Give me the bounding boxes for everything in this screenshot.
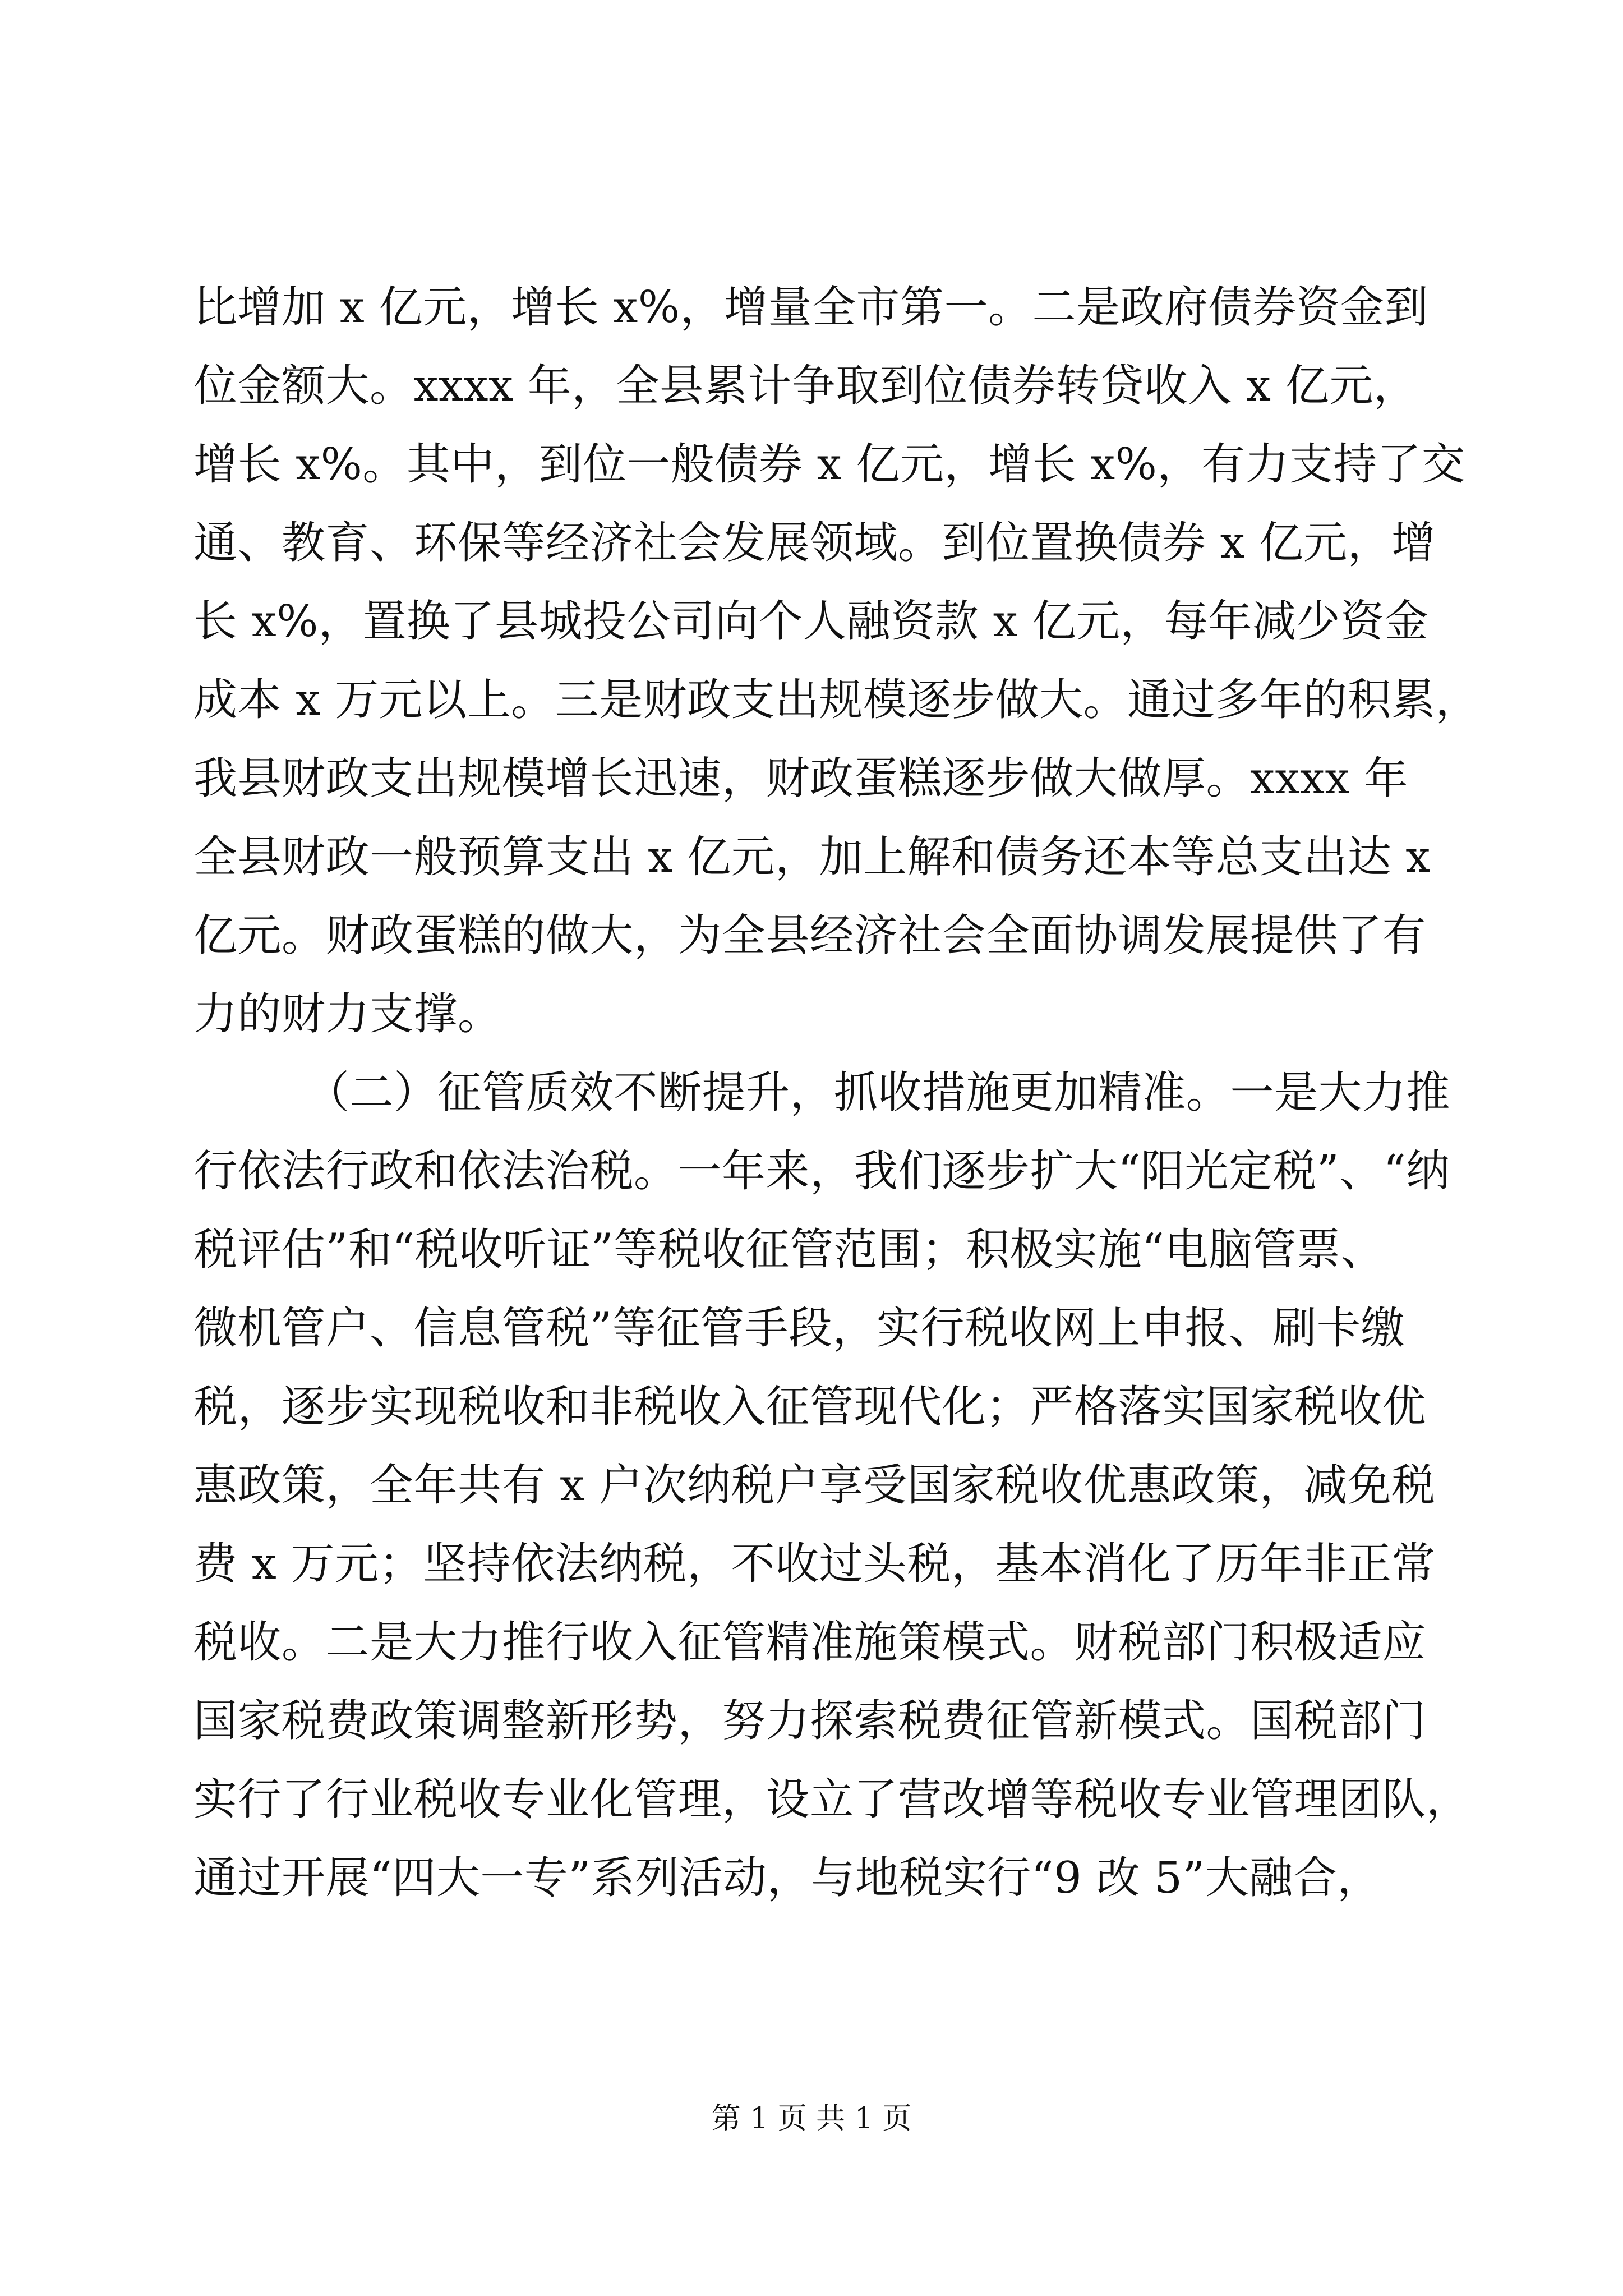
paragraph-2-line-11: 通过开展“四大一专”系列活动，与地税实行“9 改 5”大融合， bbox=[193, 1853, 1381, 1903]
paragraph-1-line-1: 比增加 x 亿元，增长 x%，增量全市第一。二是政府债券资金到 bbox=[193, 282, 1428, 333]
paragraph-1-line-6: 成本 x 万元以上。三是财政支出规模逐步做大。通过多年的积累， bbox=[193, 675, 1480, 725]
paragraph-2-line-3: 税评估”和“税收听证”等税收征管范围；积极实施“电脑管票、 bbox=[193, 1225, 1385, 1275]
paragraph-2-line-5: 税，逐步实现税收和非税收入征管现代化；严格落实国家税收优 bbox=[193, 1382, 1427, 1432]
paragraph-2-line-10: 实行了行业税收专业化管理，设立了营改增等税收专业管理团队， bbox=[193, 1774, 1470, 1825]
page-footer bbox=[0, 2099, 1623, 2138]
page-number-label: 第 1 页 共 1 页 bbox=[711, 2102, 912, 2136]
paragraph-1-line-2: 位金额大。xxxx 年，全县累计争取到位债券转贷收入 x 亿元， bbox=[193, 361, 1418, 411]
paragraph-2-line-6: 惠政策，全年共有 x 户次纳税户享受国家税收优惠政策，减免税 bbox=[193, 1460, 1436, 1511]
paragraph-1-line-5: 长 x%，置换了县城投公司向个人融资款 x 亿元，每年减少资金 bbox=[193, 596, 1428, 647]
paragraph-2-line-1: （二）征管质效不断提升，抓收措施更加精准。一是大力推 bbox=[306, 1068, 1451, 1118]
paragraph-2-line-2: 行依法行政和依法治税。一年来，我们逐步扩大“阳光定税”、“纳 bbox=[193, 1146, 1450, 1197]
paragraph-1-line-3: 增长 x%。其中，到位一般债券 x 亿元，增长 x%，有力支持了交 bbox=[193, 439, 1465, 490]
paragraph-2-line-7: 费 x 万元；坚持依法纳税，不收过头税，基本消化了历年非正常 bbox=[193, 1539, 1436, 1589]
paragraph-2-line-9: 国家税费政策调整新形势，努力探索税费征管新模式。国税部门 bbox=[193, 1696, 1427, 1746]
paragraph-1-line-9: 亿元。财政蛋糕的做大，为全县经济社会全面协调发展提供了有 bbox=[193, 910, 1427, 961]
paragraph-2-line-4: 微机管户、信息管税”等征管手段，实行税收网上申报、刷卡缴 bbox=[193, 1303, 1405, 1354]
document-body bbox=[193, 268, 1480, 1917]
paragraph-1-line-7: 我县财政支出规模增长迅速，财政蛋糕逐步做大做厚。xxxx 年 bbox=[193, 753, 1408, 804]
paragraph-2-line-8: 税收。二是大力推行收入征管精准施策模式。财税部门积极适应 bbox=[193, 1617, 1427, 1668]
paragraph-1-line-4: 通、教育、环保等经济社会发展领域。到位置换债券 x 亿元，增 bbox=[193, 518, 1436, 568]
paragraph-1-line-8: 全县财政一般预算支出 x 亿元，加上解和债务还本等总支出达 x bbox=[193, 832, 1431, 882]
paragraph-1-line-10: 力的财力支撑。 bbox=[193, 989, 502, 1039]
